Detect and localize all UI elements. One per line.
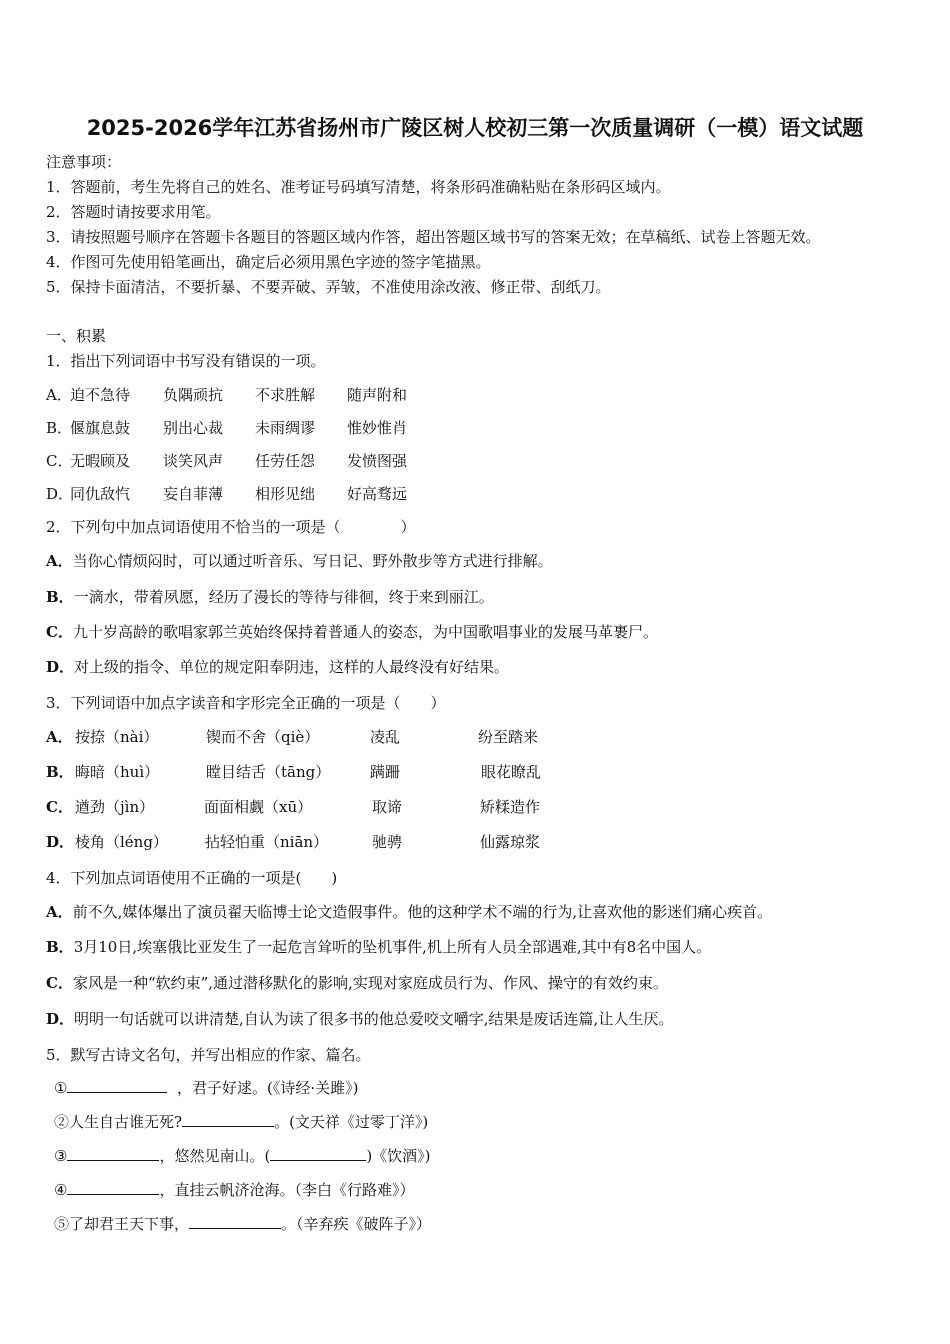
option-text: 3月10日,埃塞俄比亚发生了一起危言耸听的坠机事件,机上所有人员全部遇难,其中有8名中国人。 <box>73 938 712 956</box>
option-label: B． <box>46 938 74 956</box>
question-stem: 5．默写古诗文名句，并写出相应的作家、篇名。 <box>46 1046 371 1064</box>
option-word: 负隅顽抗 <box>163 386 224 404</box>
option-label: B． <box>46 419 73 437</box>
option-label: B． <box>46 588 74 606</box>
item-number: ① <box>54 1079 68 1097</box>
option-row <box>46 973 668 993</box>
item-number: ③ <box>54 1147 68 1165</box>
option-row <box>46 1009 673 1029</box>
item-number: ④ <box>54 1181 68 1199</box>
answer-blank[interactable] <box>182 1112 274 1127</box>
item-text: 。（辛弃疾《破阵子》） <box>281 1215 432 1233</box>
option-label: D． <box>46 485 74 503</box>
item-text: 了却君王天下事， <box>69 1215 190 1233</box>
answer-blank[interactable] <box>189 1214 281 1229</box>
notice-heading: 注意事项： <box>46 153 122 171</box>
question-stem: 2．下列句中加点词语使用不恰当的一项是（ ） <box>46 518 416 536</box>
option-row <box>46 937 711 957</box>
option-word: 迫不急待 <box>70 386 131 404</box>
question-stem: 1．指出下列词语中书写没有错误的一项。 <box>46 352 326 370</box>
option-label: A． <box>46 903 73 921</box>
option-word: 发愤图强 <box>347 452 408 470</box>
option-label: C． <box>46 974 73 992</box>
answer-blank[interactable] <box>67 1078 167 1093</box>
fill-item <box>54 1078 358 1098</box>
option-row <box>46 587 494 607</box>
notice-item: 1．答题前，考生先将自己的姓名、准考证号码填写清楚，将条形码准确粘贴在条形码区域内。 <box>46 178 671 196</box>
option-row <box>46 551 553 571</box>
option-word: 惟妙惟肖 <box>347 419 408 437</box>
option-word: 别出心裁 <box>163 419 224 437</box>
option-label: A． <box>46 728 73 746</box>
item-text: ，君子好逑。(《诗经·关雎》) <box>177 1079 359 1097</box>
option-word: 棱角（léng） <box>75 833 168 851</box>
fill-item <box>54 1112 428 1132</box>
option-label: A． <box>46 552 73 570</box>
option-word: 瞠目结舌（tāng） <box>206 763 331 781</box>
option-row <box>46 622 658 642</box>
option-label: B． <box>46 763 74 781</box>
option-text: 前不久,媒体爆出了演员翟天临博士论文造假事件。他的这种学术不端的行为,让喜欢他的影迷们痛心疾首。 <box>72 903 773 921</box>
option-word: 偃旗息鼓 <box>70 419 131 437</box>
option-word: 纷至踏来 <box>478 728 539 746</box>
option-word: 妄自菲薄 <box>163 485 224 503</box>
option-row <box>46 902 772 922</box>
option-word: 凌乱 <box>370 728 401 746</box>
item-text: ，悠然见南山。( <box>159 1147 271 1165</box>
answer-blank[interactable] <box>67 1146 159 1161</box>
option-label: D． <box>46 1010 75 1028</box>
answer-blank[interactable] <box>270 1146 366 1161</box>
page-title: 2025-2026学年江苏省扬州市广陵区树人校初三第一次质量调研（一模）语文试题 <box>86 116 864 140</box>
option-word: 无暇顾及 <box>70 452 131 470</box>
option-label: C． <box>46 452 73 470</box>
item-text: 人生自古谁无死? <box>69 1113 183 1131</box>
answer-blank[interactable] <box>67 1180 159 1195</box>
option-word: 相形见绌 <box>255 485 316 503</box>
option-word: 随声附和 <box>347 386 408 404</box>
option-word: 蹒跚 <box>370 763 401 781</box>
option-word: 好高骛远 <box>347 485 408 503</box>
option-word: 不求胜解 <box>255 386 316 404</box>
item-number: ② <box>54 1113 70 1131</box>
option-label: D． <box>46 658 75 676</box>
option-text: 当你心情烦闷时，可以通过听音乐、写日记、野外散步等方式进行排解。 <box>72 552 553 570</box>
option-word: 取谛 <box>372 798 403 816</box>
option-word: 晦暗（huì） <box>75 763 160 781</box>
option-label: C． <box>46 623 73 641</box>
item-text: )《饮酒》) <box>366 1147 431 1165</box>
notice-item: 5．保持卡面清洁，不要折暴、不要弄破、弄皱，不准使用涂改液、修正带、刮纸刀。 <box>46 278 611 296</box>
option-text: 对上级的指令、单位的规定阳奉阴违，这样的人最终没有好结果。 <box>74 658 510 676</box>
option-word: 按捺（nài） <box>75 728 159 746</box>
question-stem: 3．下列词语中加点字读音和字形完全正确的一项是（ ） <box>46 694 446 712</box>
fill-item <box>54 1214 431 1234</box>
item-number: ⑤ <box>54 1215 70 1233</box>
item-text: 。(文天祥《过零丁洋》) <box>274 1113 429 1131</box>
item-text: ，直挂云帆济沧海。（李白《行路难》） <box>159 1181 415 1199</box>
option-label: D． <box>46 833 75 851</box>
option-word: 锲而不舍（qiè） <box>206 728 320 746</box>
option-text: 一滴水，带着夙愿，经历了漫长的等待与徘徊，终于来到丽江。 <box>73 588 494 606</box>
fill-item <box>54 1180 414 1200</box>
option-word: 拈轻怕重（niān） <box>205 833 329 851</box>
option-word: 谈笑风声 <box>163 452 224 470</box>
option-word: 仙露琼浆 <box>480 833 541 851</box>
option-word: 面面相觑（xū） <box>204 798 313 816</box>
option-word: 驰骋 <box>372 833 403 851</box>
option-word: 未雨绸谬 <box>255 419 316 437</box>
option-word: 遒劲（jìn） <box>75 798 155 816</box>
option-text: 明明一句话就可以讲清楚,自认为读了很多书的他总爱咬文嚼字,结果是废话连篇,让人生厌。 <box>74 1010 674 1028</box>
option-text: 家风是一种“软约束”,通过潜移默化的影响,实现对家庭成员行为、作风、操守的有效约束。 <box>72 974 668 992</box>
option-label: A． <box>46 386 72 404</box>
option-word: 同仇敌忾 <box>70 485 131 503</box>
notice-item: 2．答题时请按要求用笔。 <box>46 203 221 221</box>
option-word: 任劳任怨 <box>255 452 316 470</box>
option-word: 眼花瞭乱 <box>481 763 542 781</box>
section-heading: 一、积累 <box>46 327 107 345</box>
notice-item: 3．请按照题号顺序在答题卡各题目的答题区域内作答，超出答题区域书写的答案无效；在草稿纸、试卷上答题无效。 <box>46 228 821 246</box>
option-label: C． <box>46 798 73 816</box>
option-word: 矫糅造作 <box>480 798 541 816</box>
fill-item <box>54 1146 431 1166</box>
question-stem: 4．下列加点词语使用不正确的一项是( ) <box>46 869 338 887</box>
option-row <box>46 657 509 677</box>
option-text: 九十岁高龄的歌唱家郭兰英始终保持着普通人的姿态，为中国歌唱事业的发展马革裹尸。 <box>72 623 658 641</box>
notice-item: 4．作图可先使用铅笔画出，确定后必须用黑色字迹的签字笔描黑。 <box>46 253 491 271</box>
